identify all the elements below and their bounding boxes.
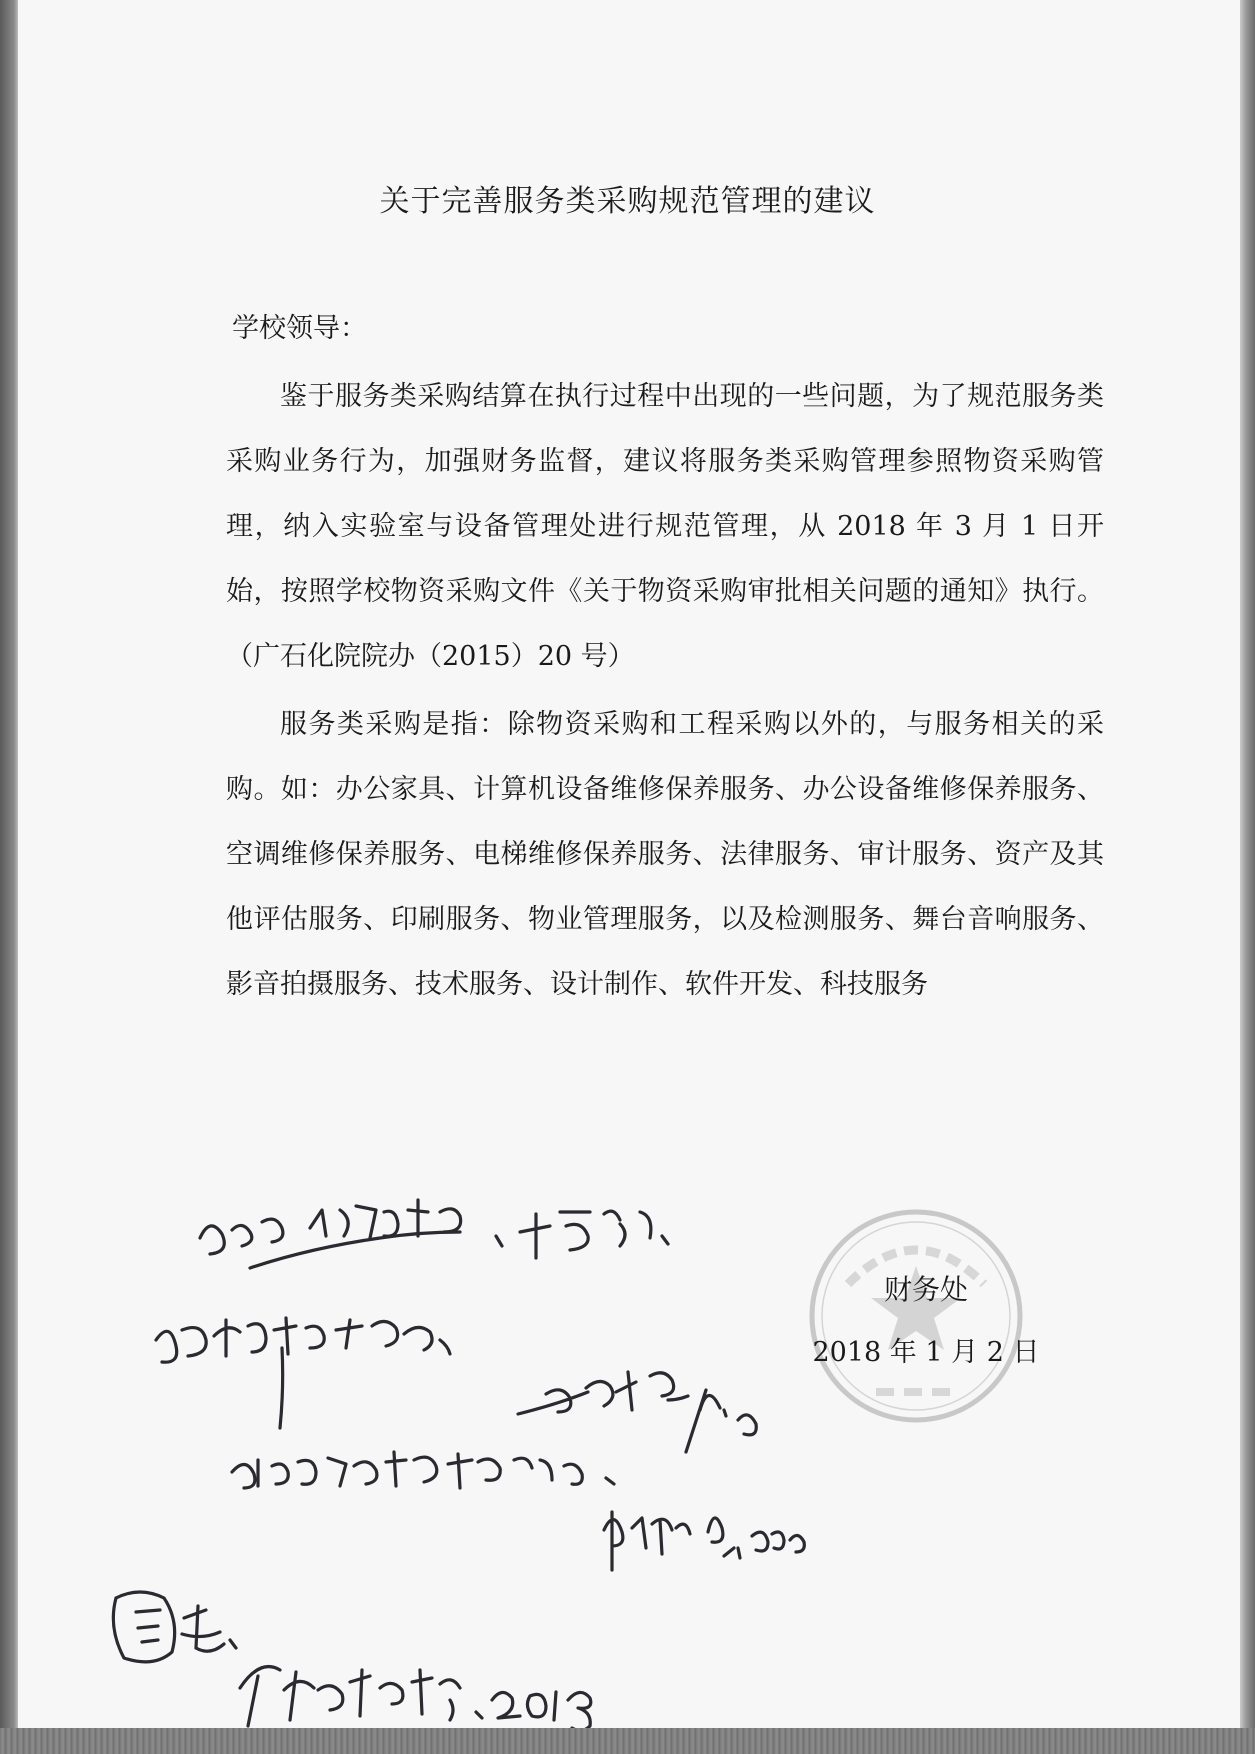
document-title: 关于完善服务类采购规范管理的建议	[379, 184, 876, 219]
signature-date: 2018 年 1 月 2 日	[812, 1337, 1040, 1368]
scanner-edge	[0, 1728, 1255, 1754]
paragraph-definition: 服务类采购是指：除物资采购和工程采购以外的，与服务相关的采购。如：办公家具、计算机设备维修保养服务、办公设备维修保养服务、空调维修保养服务、电梯维修保养服务、法律服务、审计服务、资产及其他评估服务、印刷服务、物业管理服务，以及检测服务、舞台音响服务、影音拍摄服务、技术服务、设计制作、软件开发、科技服务	[226, 709, 1104, 1000]
handwriting-signature-2	[604, 1512, 804, 1570]
signature-department: 财务处	[883, 1273, 968, 1306]
salutation: 学校领导：	[232, 313, 367, 344]
handwriting-note-3	[232, 1452, 614, 1488]
handwriting-signature-1	[518, 1372, 756, 1452]
handwriting-note-2	[156, 1318, 450, 1428]
handwriting-note-1	[200, 1200, 668, 1268]
handwriting-signature-3	[240, 1667, 591, 1731]
paragraph-proposal: 鉴于服务类采购结算在执行过程中出现的一些问题，为了规范服务类采购业务行为，加强财务监督，建议将服务类采购管理参照物资采购管理，纳入实验室与设备管理处进行规范管理，从 2018 年 3 月 1 日开始，按照学校物资采购文件《关于物资采购审批相关问题的通知》执行。（广石化院院办（2015）20 号）	[226, 381, 1104, 672]
handwriting-note-4	[113, 1592, 236, 1662]
